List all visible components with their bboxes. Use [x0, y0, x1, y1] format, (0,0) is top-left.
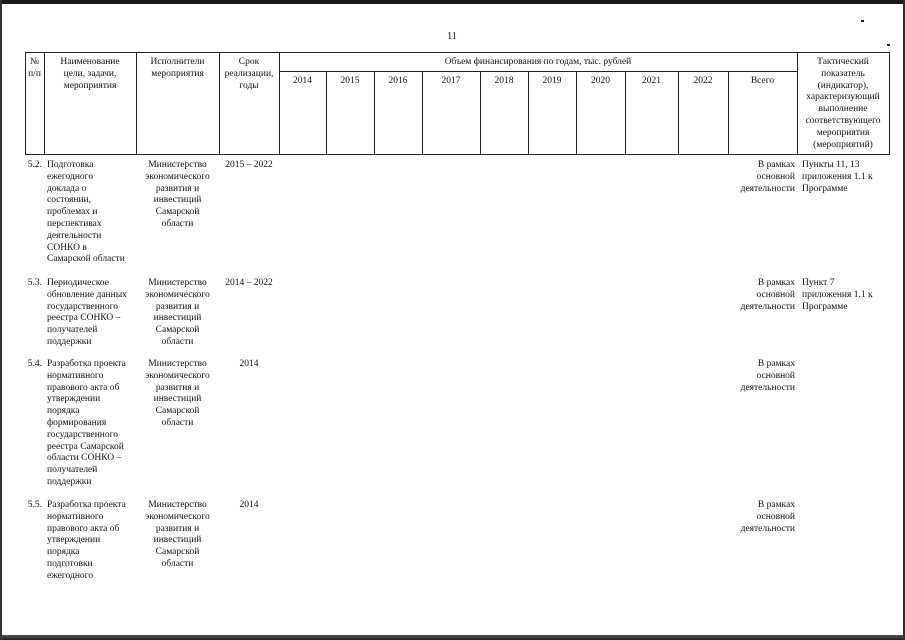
row-name: Периодическое обновление данных государственного реестра СОНКО – получателей поддержки: [47, 278, 127, 347]
row-num: 5.2.: [27, 160, 42, 170]
header-term: Срок реализации, годы: [224, 57, 274, 91]
row-term: 2014 – 2022: [225, 278, 273, 288]
row-name: Подготовка ежегодного доклада о состоянии, проблемах и перспективах деятельности СОНКО в Самарской области: [47, 160, 125, 265]
scan-top-edge: [0, 0, 905, 4]
col-divider: [889, 52, 890, 155]
row-executor: Министерство экономического развития и инвестиций Самарской области: [145, 160, 210, 229]
page-number: 11: [447, 31, 457, 42]
header-bottom-border: [25, 154, 890, 155]
header-year: 2021: [642, 76, 661, 86]
header-year: 2017: [441, 76, 461, 86]
header-indicator: Тактический показатель (индикатор), характеризующий выполнение соответствующего мероприятия (мероприятий): [805, 57, 881, 150]
row-indicator: Пункты 11, 13 приложения 1.1 к Программе: [802, 160, 873, 194]
row-term: 2014: [239, 359, 259, 369]
scan-speck: [861, 20, 864, 22]
row-num: 5.4.: [27, 359, 42, 369]
header-year: 2018: [494, 76, 514, 86]
table-top-border: [25, 52, 890, 53]
row-term: 2015 – 2022: [225, 160, 273, 170]
header-year: 2014: [293, 76, 312, 86]
header-num: № п/п: [28, 57, 41, 79]
header-year: 2015: [340, 76, 360, 86]
row-term: 2014: [239, 500, 259, 510]
row-indicator: Пункт 7 приложения 1.1 к Программе: [802, 278, 873, 312]
row-total: В рамках основной деятельности: [740, 278, 795, 312]
row-total: В рамках основной деятельности: [740, 359, 795, 393]
row-name: Разработка проекта нормативного правового акта об утверждении порядка подготовки ежегодного: [47, 500, 126, 581]
header-year: 2016: [388, 76, 408, 86]
scan-bottom-edge: [0, 634, 905, 640]
funding-subheader-border: [279, 71, 797, 72]
row-name: Разработка проекта нормативного правового акта об утверждении порядка формирования государственного реестра Самарской области СОНКО – получателей поддержки: [47, 359, 126, 487]
header-executors: Исполнители мероприятия: [150, 57, 205, 79]
scan-left-edge: [0, 0, 2, 640]
row-total: В рамках основной деятельности: [740, 160, 795, 194]
row-executor: Министерство экономического развития и инвестиций Самарской области: [145, 278, 210, 347]
row-num: 5.5.: [27, 500, 42, 510]
header-name: Наименование цели, задачи, мероприятия: [60, 57, 120, 91]
header-total: Всего: [750, 76, 775, 86]
scan-speck: [887, 44, 890, 46]
row-executor: Министерство экономического развития и инвестиций Самарской области: [145, 359, 210, 428]
header-funding: Объем финансирования по годам, тыс. рублей: [444, 57, 632, 67]
header-year: 2022: [693, 76, 713, 86]
row-num: 5.3.: [27, 278, 42, 288]
header-year: 2019: [542, 76, 562, 86]
row-total: В рамках основной деятельности: [740, 500, 795, 534]
header-year: 2020: [591, 76, 610, 86]
row-executor: Министерство экономического развития и инвестиций Самарской области: [145, 500, 210, 569]
